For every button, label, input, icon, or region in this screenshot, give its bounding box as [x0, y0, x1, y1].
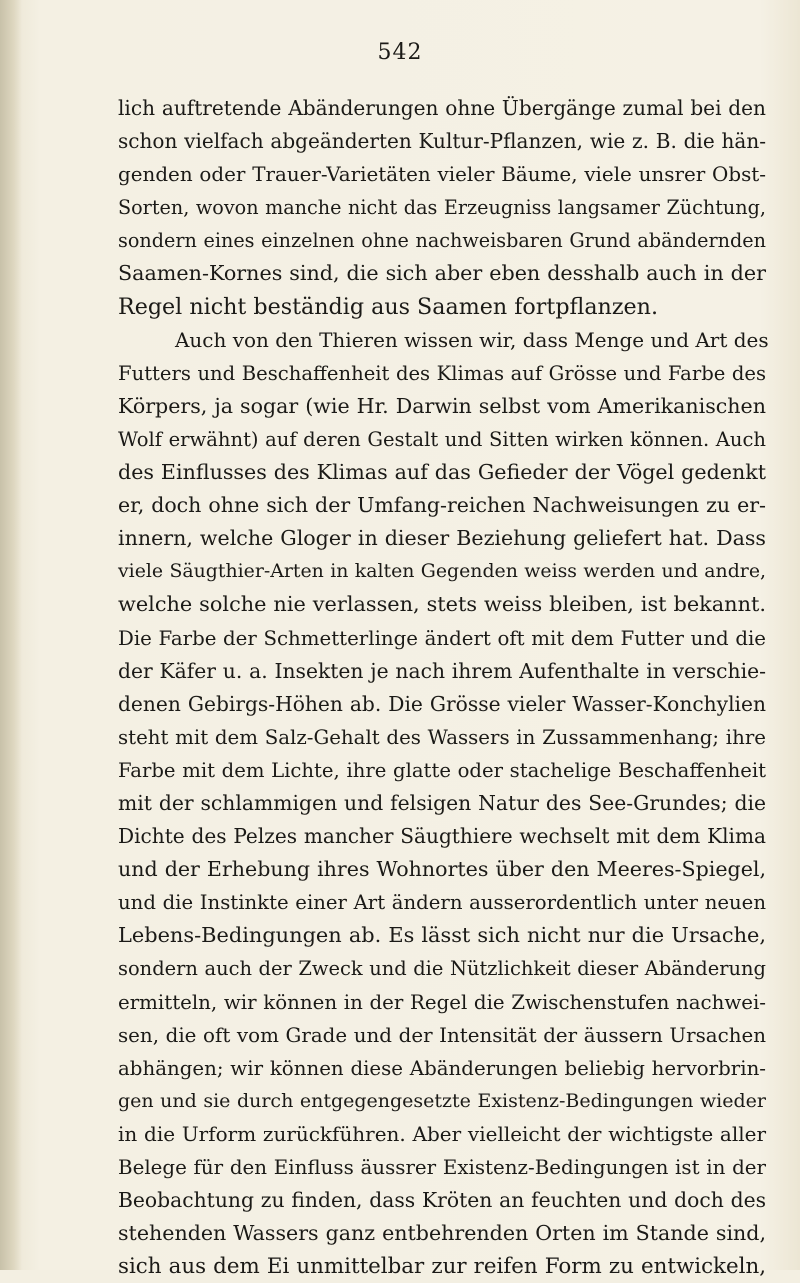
text-line: der Käfer u. a. Insekten je nach ihrem Aufenthalte in verschie-: [118, 658, 766, 683]
text-line: Beobachtung zu finden, dass Kröten an feuchten und doch des: [118, 1188, 766, 1213]
text-line: gen und sie durch entgegengesetzte Existenz-Bedingungen wieder: [118, 1089, 766, 1112]
text-line: Farbe mit dem Lichte, ihre glatte oder stachelige Beschaffenheit: [118, 758, 766, 782]
text-line: sich aus dem Ei unmittelbar zur reifen Form zu entwickeln,: [118, 1254, 766, 1280]
text-line: Saamen-Kornes sind, die sich aber eben desshalb auch in der: [118, 261, 766, 286]
text-line: Belege für den Einfluss äussrer Existenz-Bedingungen ist in der: [118, 1156, 766, 1179]
text-line: sondern eines einzelnen ohne nachweisbaren Grund abändernden: [118, 229, 766, 253]
text-line: denen Gebirgs-Höhen ab. Die Grösse vieler Wasser-Konchylien: [118, 691, 766, 716]
text-line: genden oder Trauer-Varietäten vieler Bäume, viele unsrer Obst-: [118, 163, 766, 187]
text-line: Futters und Beschaffenheit des Klimas auf Grösse und Farbe des: [118, 361, 766, 385]
text-line: des Einflusses des Klimas auf das Gefieder der Vögel gedenkt: [118, 460, 766, 485]
binding-gutter: [0, 0, 22, 1270]
text-line: Lebens-Bedingungen ab. Es lässt sich nicht nur die Ursache,: [118, 923, 766, 948]
text-line: und die Instinkte einer Art ändern ausserordentlich unter neuen: [118, 891, 766, 915]
text-line: innern, welche Gloger in dieser Beziehung geliefert hat. Dass: [118, 526, 766, 551]
text-line: sondern auch der Zweck und die Nützlichkeit dieser Abänderung: [118, 957, 766, 981]
text-line: Auch von den Thieren wissen wir, dass Menge und Art des: [175, 327, 769, 352]
text-line: sen, die oft vom Grade und der Intensität der äussern Ursachen: [118, 1023, 766, 1047]
text-line: er, doch ohne sich der Umfang-reichen Nachweisungen zu er-: [118, 493, 766, 518]
text-line: ermitteln, wir können in der Regel die Zwischenstufen nachwei-: [118, 990, 766, 1014]
page-number: 542: [377, 40, 423, 65]
text-line: lich auftretende Abänderungen ohne Übergänge zumal bei den: [118, 96, 766, 120]
text-line: viele Säugthier-Arten in kalten Gegenden weiss werden und andre,: [118, 560, 766, 583]
text-line: Die Farbe der Schmetterlinge ändert oft mit dem Futter und die: [118, 626, 766, 650]
text-line: und der Erhebung ihres Wohnortes über den Meeres-Spiegel,: [118, 857, 766, 882]
text-line: in die Urform zurückführen. Aber vielleicht der wichtigste aller: [118, 1121, 766, 1146]
text-line: mit der schlammigen und felsigen Natur des See-Grundes; die: [118, 790, 766, 815]
text-line: Wolf erwähnt) auf deren Gestalt und Sitten wirken können. Auch: [118, 427, 766, 451]
text-line: welche solche nie verlassen, stets weiss bleiben, ist bekannt.: [118, 592, 766, 617]
text-line: steht mit dem Salz-Gehalt des Wassers in Zussammenhang; ihre: [118, 725, 766, 749]
text-line: schon vielfach abgeänderten Kultur-Pflanzen, wie z. B. die hän-: [118, 129, 766, 154]
text-line: Dichte des Pelzes mancher Säugthiere wechselt mit dem Klima: [118, 824, 766, 849]
text-line: Regel nicht beständig aus Saamen fortpflanzen.: [118, 293, 658, 320]
text-line: stehenden Wassers ganz entbehrenden Orten im Stande sind,: [118, 1221, 766, 1246]
body-text: [118, 92, 769, 1283]
text-line: Sorten, wovon manche nicht das Erzeugniss langsamer Züchtung,: [118, 196, 766, 220]
text-line: abhängen; wir können diese Abänderungen beliebig hervorbrin-: [118, 1056, 766, 1080]
text-line: Körpers, ja sogar (wie Hr. Darwin selbst vom Amerikanischen: [118, 393, 766, 418]
